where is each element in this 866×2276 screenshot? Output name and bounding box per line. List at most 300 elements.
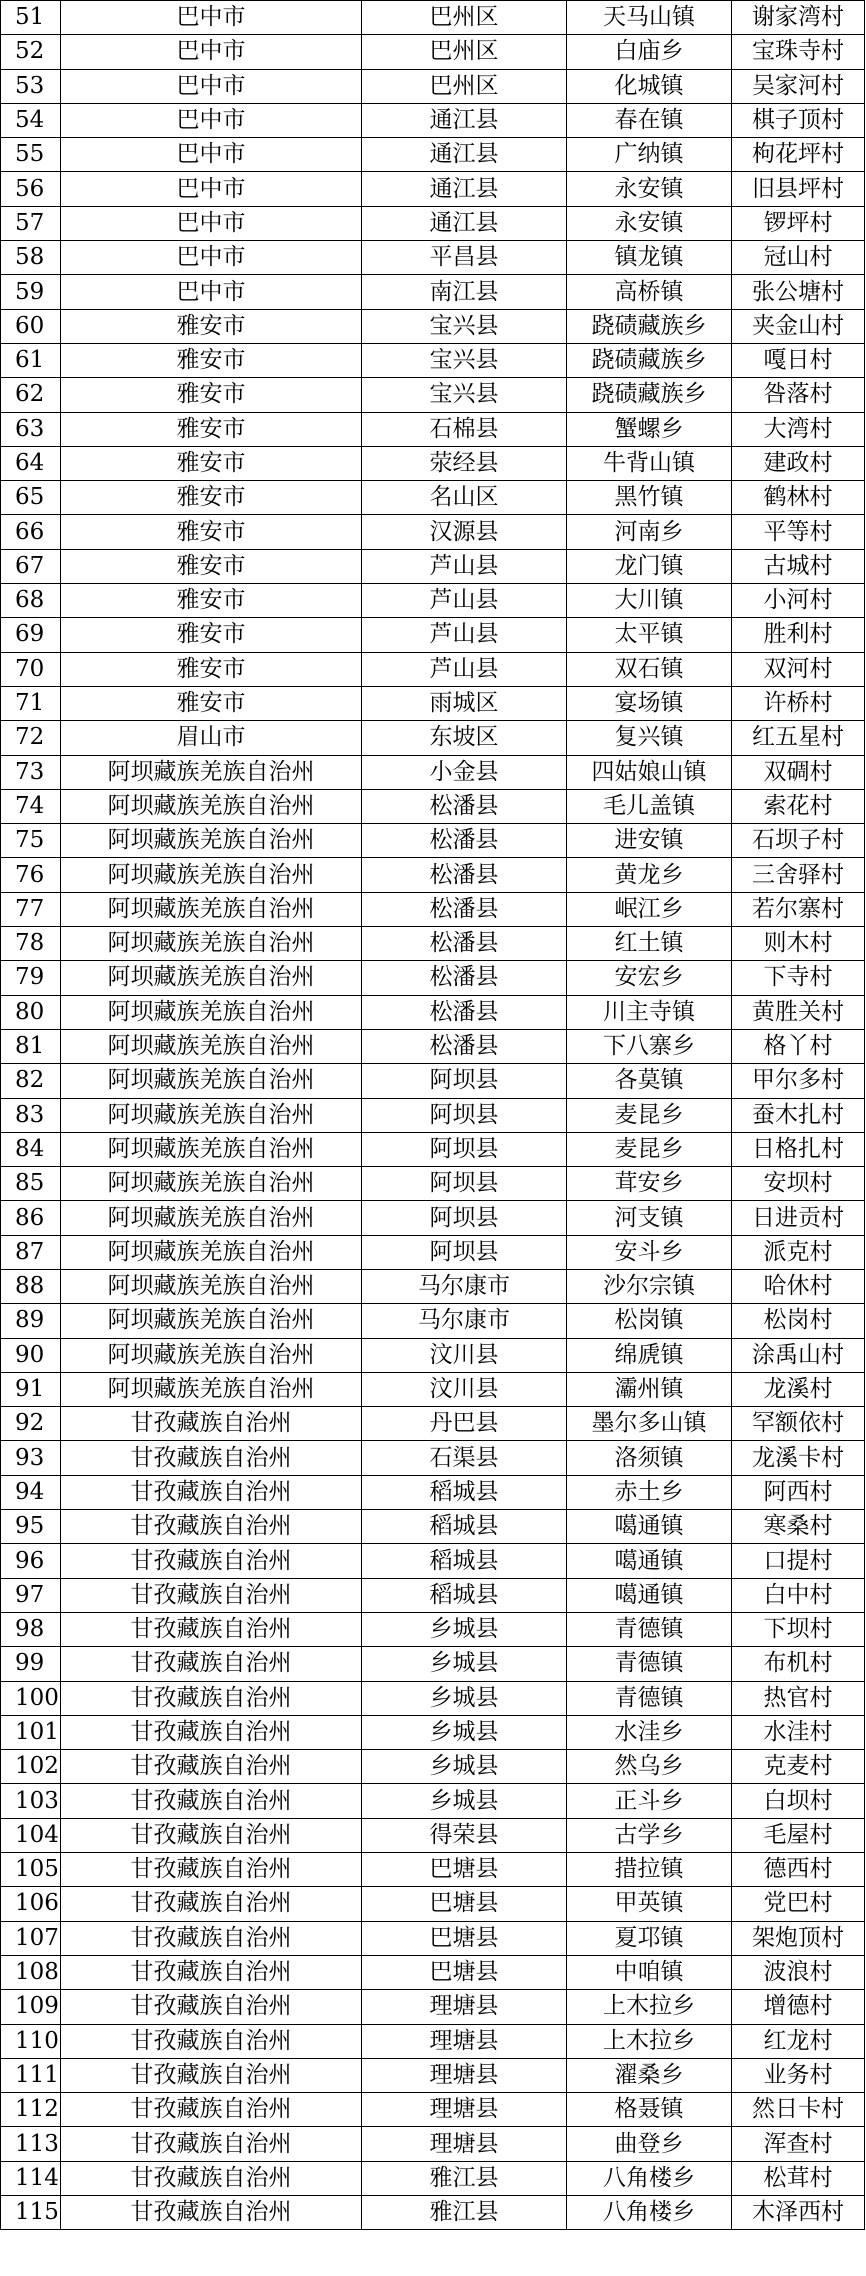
town-cell: 跷碛藏族乡 <box>567 309 732 343</box>
county-cell: 阿坝县 <box>362 1132 567 1166</box>
row-number-cell: 93 <box>1 1441 61 1475</box>
village-cell: 谢家湾村 <box>732 1 865 35</box>
row-number-cell: 62 <box>1 378 61 412</box>
town-cell: 青德镇 <box>567 1681 732 1715</box>
town-cell: 龙门镇 <box>567 549 732 583</box>
town-cell: 中咱镇 <box>567 1955 732 1989</box>
town-cell: 水洼乡 <box>567 1715 732 1749</box>
county-cell: 巴塘县 <box>362 1887 567 1921</box>
town-cell: 安宏乡 <box>567 961 732 995</box>
city-cell: 阿坝藏族羌族自治州 <box>61 858 362 892</box>
city-cell: 甘孜藏族自治州 <box>61 1407 362 1441</box>
row-number-cell: 79 <box>1 961 61 995</box>
village-cell: 大湾村 <box>732 412 865 446</box>
row-number-cell: 101 <box>1 1715 61 1749</box>
table-row <box>1 1887 865 1921</box>
city-cell: 阿坝藏族羌族自治州 <box>61 1338 362 1372</box>
village-cell: 党巴村 <box>732 1887 865 1921</box>
village-cell: 嘎日村 <box>732 343 865 377</box>
village-cell: 龙溪村 <box>732 1372 865 1406</box>
row-number-cell: 59 <box>1 275 61 309</box>
county-cell: 理塘县 <box>362 2093 567 2127</box>
table-row <box>1 446 865 480</box>
village-cell: 红龙村 <box>732 2024 865 2058</box>
table-row <box>1 1578 865 1612</box>
city-cell: 雅安市 <box>61 446 362 480</box>
village-cell: 双河村 <box>732 652 865 686</box>
city-cell: 阿坝藏族羌族自治州 <box>61 1269 362 1303</box>
table-row <box>1 1784 865 1818</box>
city-cell: 甘孜藏族自治州 <box>61 1647 362 1681</box>
village-cell: 黄胜关村 <box>732 995 865 1029</box>
row-number-cell: 53 <box>1 69 61 103</box>
town-cell: 夏邛镇 <box>567 1921 732 1955</box>
row-number-cell: 63 <box>1 412 61 446</box>
county-cell: 巴塘县 <box>362 1853 567 1887</box>
city-cell: 巴中市 <box>61 103 362 137</box>
village-cell: 甲尔多村 <box>732 1064 865 1098</box>
city-cell: 阿坝藏族羌族自治州 <box>61 1132 362 1166</box>
row-number-cell: 87 <box>1 1235 61 1269</box>
row-number-cell: 76 <box>1 858 61 892</box>
city-cell: 甘孜藏族自治州 <box>61 1612 362 1646</box>
row-number-cell: 92 <box>1 1407 61 1441</box>
village-cell: 下坝村 <box>732 1612 865 1646</box>
city-cell: 巴中市 <box>61 35 362 69</box>
city-cell: 阿坝藏族羌族自治州 <box>61 1064 362 1098</box>
county-cell: 东坡区 <box>362 721 567 755</box>
village-cell: 德西村 <box>732 1853 865 1887</box>
town-cell: 广纳镇 <box>567 138 732 172</box>
row-number-cell: 115 <box>1 2196 61 2230</box>
village-cell: 许桥村 <box>732 686 865 720</box>
table-row <box>1 241 865 275</box>
town-cell: 高桥镇 <box>567 275 732 309</box>
row-number-cell: 94 <box>1 1475 61 1509</box>
table-row <box>1 2196 865 2230</box>
city-cell: 阿坝藏族羌族自治州 <box>61 1167 362 1201</box>
town-cell: 黑竹镇 <box>567 481 732 515</box>
table-row <box>1 652 865 686</box>
city-cell: 雅安市 <box>61 618 362 652</box>
table-row <box>1 69 865 103</box>
county-cell: 稻城县 <box>362 1510 567 1544</box>
table-row <box>1 1921 865 1955</box>
county-cell: 巴塘县 <box>362 1921 567 1955</box>
row-number-cell: 69 <box>1 618 61 652</box>
county-cell: 荥经县 <box>362 446 567 480</box>
table-row <box>1 1407 865 1441</box>
county-cell: 宝兴县 <box>362 309 567 343</box>
table-row <box>1 481 865 515</box>
town-cell: 镇龙镇 <box>567 241 732 275</box>
town-cell: 灞州镇 <box>567 1372 732 1406</box>
row-number-cell: 102 <box>1 1750 61 1784</box>
county-cell: 乡城县 <box>362 1647 567 1681</box>
table-row <box>1 789 865 823</box>
row-number-cell: 83 <box>1 1098 61 1132</box>
city-cell: 甘孜藏族自治州 <box>61 1990 362 2024</box>
row-number-cell: 108 <box>1 1955 61 1989</box>
county-cell: 稻城县 <box>362 1578 567 1612</box>
village-cell: 吴家河村 <box>732 69 865 103</box>
row-number-cell: 65 <box>1 481 61 515</box>
village-cell: 小河村 <box>732 584 865 618</box>
county-cell: 汶川县 <box>362 1338 567 1372</box>
city-cell: 阿坝藏族羌族自治州 <box>61 892 362 926</box>
row-number-cell: 89 <box>1 1304 61 1338</box>
table-row <box>1 686 865 720</box>
village-cell: 若尔寨村 <box>732 892 865 926</box>
row-number-cell: 52 <box>1 35 61 69</box>
city-cell: 甘孜藏族自治州 <box>61 2161 362 2195</box>
city-cell: 雅安市 <box>61 343 362 377</box>
table-row <box>1 584 865 618</box>
row-number-cell: 54 <box>1 103 61 137</box>
city-cell: 甘孜藏族自治州 <box>61 1921 362 1955</box>
city-cell: 巴中市 <box>61 275 362 309</box>
village-cell: 夹金山村 <box>732 309 865 343</box>
city-cell: 甘孜藏族自治州 <box>61 2024 362 2058</box>
row-number-cell: 77 <box>1 892 61 926</box>
city-cell: 阿坝藏族羌族自治州 <box>61 1235 362 1269</box>
table-row <box>1 892 865 926</box>
table-row <box>1 721 865 755</box>
town-cell: 蟹螺乡 <box>567 412 732 446</box>
town-cell: 化城镇 <box>567 69 732 103</box>
county-cell: 石棉县 <box>362 412 567 446</box>
county-cell: 巴州区 <box>362 35 567 69</box>
city-cell: 甘孜藏族自治州 <box>61 1544 362 1578</box>
city-cell: 雅安市 <box>61 481 362 515</box>
table-row <box>1 1167 865 1201</box>
city-cell: 甘孜藏族自治州 <box>61 1681 362 1715</box>
city-cell: 甘孜藏族自治州 <box>61 2196 362 2230</box>
table-row <box>1 1715 865 1749</box>
county-cell: 巴塘县 <box>362 1955 567 1989</box>
table-row <box>1 1990 865 2024</box>
table-row <box>1 2161 865 2195</box>
row-number-cell: 103 <box>1 1784 61 1818</box>
county-cell: 松潘县 <box>362 892 567 926</box>
county-cell: 理塘县 <box>362 2127 567 2161</box>
city-cell: 眉山市 <box>61 721 362 755</box>
town-cell: 下八寨乡 <box>567 1029 732 1063</box>
table-row <box>1 755 865 789</box>
row-number-cell: 107 <box>1 1921 61 1955</box>
town-cell: 古学乡 <box>567 1818 732 1852</box>
city-cell: 阿坝藏族羌族自治州 <box>61 1372 362 1406</box>
town-cell: 川主寺镇 <box>567 995 732 1029</box>
village-cell: 咎落村 <box>732 378 865 412</box>
table-row <box>1 995 865 1029</box>
county-cell: 丹巴县 <box>362 1407 567 1441</box>
city-cell: 巴中市 <box>61 138 362 172</box>
village-cell: 格丫村 <box>732 1029 865 1063</box>
city-cell: 雅安市 <box>61 309 362 343</box>
village-cell: 日格扎村 <box>732 1132 865 1166</box>
village-cell: 胜利村 <box>732 618 865 652</box>
town-cell: 麦昆乡 <box>567 1098 732 1132</box>
table-row <box>1 2058 865 2092</box>
town-cell: 噶通镇 <box>567 1544 732 1578</box>
village-cell: 安坝村 <box>732 1167 865 1201</box>
city-cell: 雅安市 <box>61 515 362 549</box>
county-cell: 马尔康市 <box>362 1304 567 1338</box>
village-cell: 白坝村 <box>732 1784 865 1818</box>
county-cell: 稻城县 <box>362 1475 567 1509</box>
row-number-cell: 106 <box>1 1887 61 1921</box>
village-cell: 业务村 <box>732 2058 865 2092</box>
town-cell: 永安镇 <box>567 172 732 206</box>
table-row <box>1 1372 865 1406</box>
table-row <box>1 1098 865 1132</box>
row-number-cell: 75 <box>1 824 61 858</box>
row-number-cell: 73 <box>1 755 61 789</box>
table-row <box>1 1441 865 1475</box>
city-cell: 甘孜藏族自治州 <box>61 1955 362 1989</box>
town-cell: 上木拉乡 <box>567 2024 732 2058</box>
village-cell: 红五星村 <box>732 721 865 755</box>
village-cell: 棋子顶村 <box>732 103 865 137</box>
row-number-cell: 58 <box>1 241 61 275</box>
town-cell: 青德镇 <box>567 1647 732 1681</box>
town-cell: 红土镇 <box>567 927 732 961</box>
village-cell: 双碉村 <box>732 755 865 789</box>
town-cell: 四姑娘山镇 <box>567 755 732 789</box>
row-number-cell: 55 <box>1 138 61 172</box>
table-row <box>1 1955 865 1989</box>
row-number-cell: 113 <box>1 2127 61 2161</box>
county-cell: 阿坝县 <box>362 1201 567 1235</box>
town-cell: 赤土乡 <box>567 1475 732 1509</box>
row-number-cell: 86 <box>1 1201 61 1235</box>
village-cell: 涂禹山村 <box>732 1338 865 1372</box>
table-row <box>1 1235 865 1269</box>
row-number-cell: 72 <box>1 721 61 755</box>
table-row <box>1 1132 865 1166</box>
city-cell: 阿坝藏族羌族自治州 <box>61 1304 362 1338</box>
village-cell: 寒桑村 <box>732 1510 865 1544</box>
town-cell: 正斗乡 <box>567 1784 732 1818</box>
row-number-cell: 99 <box>1 1647 61 1681</box>
table-row <box>1 858 865 892</box>
county-cell: 宝兴县 <box>362 378 567 412</box>
town-cell: 各莫镇 <box>567 1064 732 1098</box>
row-number-cell: 95 <box>1 1510 61 1544</box>
row-number-cell: 105 <box>1 1853 61 1887</box>
table-body <box>1 1 865 2230</box>
town-cell: 双石镇 <box>567 652 732 686</box>
table-row <box>1 2127 865 2161</box>
town-cell: 洛须镇 <box>567 1441 732 1475</box>
row-number-cell: 84 <box>1 1132 61 1166</box>
table-row <box>1 961 865 995</box>
row-number-cell: 104 <box>1 1818 61 1852</box>
table-row <box>1 1338 865 1372</box>
table-row <box>1 1304 865 1338</box>
row-number-cell: 67 <box>1 549 61 583</box>
county-cell: 汶川县 <box>362 1372 567 1406</box>
table-row <box>1 412 865 446</box>
table-row <box>1 35 865 69</box>
town-cell: 白庙乡 <box>567 35 732 69</box>
village-cell: 毛屋村 <box>732 1818 865 1852</box>
city-cell: 甘孜藏族自治州 <box>61 1887 362 1921</box>
table-row <box>1 1612 865 1646</box>
city-cell: 阿坝藏族羌族自治州 <box>61 927 362 961</box>
row-number-cell: 100 <box>1 1681 61 1715</box>
table-row <box>1 103 865 137</box>
village-cell: 下寺村 <box>732 961 865 995</box>
county-cell: 芦山县 <box>362 652 567 686</box>
county-cell: 巴州区 <box>362 1 567 35</box>
row-number-cell: 82 <box>1 1064 61 1098</box>
village-cell: 松茸村 <box>732 2161 865 2195</box>
county-cell: 理塘县 <box>362 1990 567 2024</box>
county-cell: 通江县 <box>362 206 567 240</box>
county-cell: 乡城县 <box>362 1681 567 1715</box>
town-cell: 麦昆乡 <box>567 1132 732 1166</box>
county-cell: 通江县 <box>362 172 567 206</box>
town-cell: 八角楼乡 <box>567 2161 732 2195</box>
village-cell: 古城村 <box>732 549 865 583</box>
town-cell: 河南乡 <box>567 515 732 549</box>
town-cell: 牛背山镇 <box>567 446 732 480</box>
county-cell: 松潘县 <box>362 927 567 961</box>
table-row <box>1 1510 865 1544</box>
county-cell: 马尔康市 <box>362 1269 567 1303</box>
county-cell: 石渠县 <box>362 1441 567 1475</box>
city-cell: 雅安市 <box>61 549 362 583</box>
city-cell: 阿坝藏族羌族自治州 <box>61 1098 362 1132</box>
village-cell: 建政村 <box>732 446 865 480</box>
table-row <box>1 549 865 583</box>
city-cell: 甘孜藏族自治州 <box>61 2093 362 2127</box>
town-cell: 永安镇 <box>567 206 732 240</box>
row-number-cell: 96 <box>1 1544 61 1578</box>
town-cell: 复兴镇 <box>567 721 732 755</box>
county-cell: 阿坝县 <box>362 1235 567 1269</box>
town-cell: 茸安乡 <box>567 1167 732 1201</box>
town-cell: 宴场镇 <box>567 686 732 720</box>
row-number-cell: 71 <box>1 686 61 720</box>
city-cell: 阿坝藏族羌族自治州 <box>61 789 362 823</box>
town-cell: 毛儿盖镇 <box>567 789 732 823</box>
village-cell: 水洼村 <box>732 1715 865 1749</box>
village-cell: 三舍驿村 <box>732 858 865 892</box>
row-number-cell: 60 <box>1 309 61 343</box>
county-cell: 理塘县 <box>362 2058 567 2092</box>
village-cell: 罕额依村 <box>732 1407 865 1441</box>
county-cell: 通江县 <box>362 103 567 137</box>
row-number-cell: 80 <box>1 995 61 1029</box>
town-cell: 格聂镇 <box>567 2093 732 2127</box>
table-row <box>1 1269 865 1303</box>
city-cell: 巴中市 <box>61 1 362 35</box>
village-cell: 然日卡村 <box>732 2093 865 2127</box>
row-number-cell: 51 <box>1 1 61 35</box>
table-row <box>1 1 865 35</box>
town-cell: 河支镇 <box>567 1201 732 1235</box>
town-cell: 噶通镇 <box>567 1578 732 1612</box>
row-number-cell: 112 <box>1 2093 61 2127</box>
county-cell: 巴州区 <box>362 69 567 103</box>
village-cell: 木泽西村 <box>732 2196 865 2230</box>
city-cell: 阿坝藏族羌族自治州 <box>61 755 362 789</box>
county-cell: 阿坝县 <box>362 1167 567 1201</box>
town-cell: 噶通镇 <box>567 1510 732 1544</box>
village-cell: 石坝子村 <box>732 824 865 858</box>
row-number-cell: 97 <box>1 1578 61 1612</box>
town-cell: 曲登乡 <box>567 2127 732 2161</box>
table-row <box>1 927 865 961</box>
town-cell: 跷碛藏族乡 <box>567 378 732 412</box>
row-number-cell: 81 <box>1 1029 61 1063</box>
county-cell: 松潘县 <box>362 995 567 1029</box>
row-number-cell: 88 <box>1 1269 61 1303</box>
village-cell: 浑查村 <box>732 2127 865 2161</box>
city-cell: 雅安市 <box>61 378 362 412</box>
village-cell: 克麦村 <box>732 1750 865 1784</box>
row-number-cell: 114 <box>1 2161 61 2195</box>
city-cell: 巴中市 <box>61 172 362 206</box>
table-row <box>1 378 865 412</box>
county-cell: 南江县 <box>362 275 567 309</box>
city-cell: 雅安市 <box>61 412 362 446</box>
county-cell: 汉源县 <box>362 515 567 549</box>
city-cell: 甘孜藏族自治州 <box>61 1853 362 1887</box>
table-row <box>1 2093 865 2127</box>
table-row <box>1 172 865 206</box>
village-cell: 冠山村 <box>732 241 865 275</box>
town-cell: 安斗乡 <box>567 1235 732 1269</box>
city-cell: 甘孜藏族自治州 <box>61 1715 362 1749</box>
table-row <box>1 1647 865 1681</box>
village-cell: 阿西村 <box>732 1475 865 1509</box>
table-row <box>1 206 865 240</box>
row-number-cell: 70 <box>1 652 61 686</box>
county-cell: 阿坝县 <box>362 1098 567 1132</box>
village-cell: 枸花坪村 <box>732 138 865 172</box>
row-number-cell: 109 <box>1 1990 61 2024</box>
city-cell: 甘孜藏族自治州 <box>61 1784 362 1818</box>
village-cell: 日进贡村 <box>732 1201 865 1235</box>
town-cell: 松岗镇 <box>567 1304 732 1338</box>
village-cell: 波浪村 <box>732 1955 865 1989</box>
city-cell: 甘孜藏族自治州 <box>61 1818 362 1852</box>
table-row <box>1 138 865 172</box>
town-cell: 绵虒镇 <box>567 1338 732 1372</box>
row-number-cell: 57 <box>1 206 61 240</box>
village-cell: 布机村 <box>732 1647 865 1681</box>
village-cell: 龙溪卡村 <box>732 1441 865 1475</box>
village-cell: 平等村 <box>732 515 865 549</box>
city-cell: 巴中市 <box>61 241 362 275</box>
county-cell: 小金县 <box>362 755 567 789</box>
table-row <box>1 1818 865 1852</box>
county-cell: 乡城县 <box>362 1750 567 1784</box>
county-cell: 乡城县 <box>362 1784 567 1818</box>
city-cell: 甘孜藏族自治州 <box>61 1510 362 1544</box>
town-cell: 大川镇 <box>567 584 732 618</box>
village-cell: 派克村 <box>732 1235 865 1269</box>
town-cell: 濯桑乡 <box>567 2058 732 2092</box>
county-cell: 松潘县 <box>362 824 567 858</box>
county-cell: 雅江县 <box>362 2196 567 2230</box>
county-cell: 芦山县 <box>362 618 567 652</box>
county-cell: 芦山县 <box>362 549 567 583</box>
